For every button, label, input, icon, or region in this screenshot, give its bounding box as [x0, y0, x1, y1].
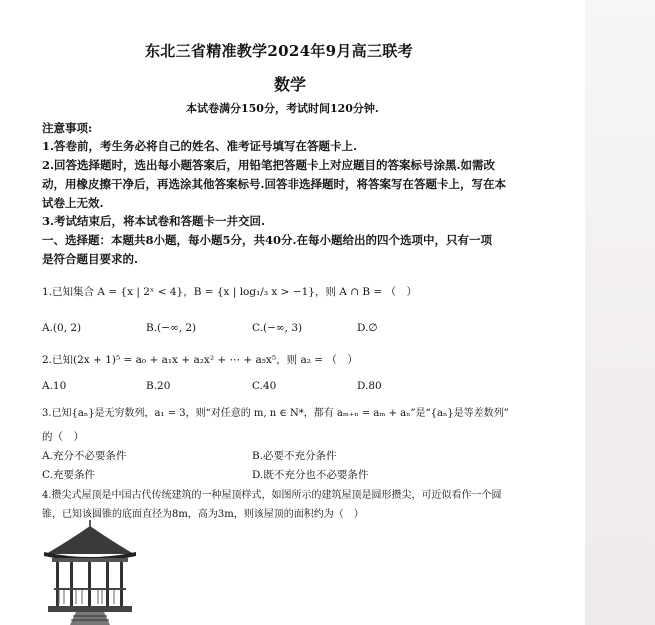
question-2-stem: 2.已知(2x + 1)⁵ = a₀ + a₁x + a₂x² + ⋯ + a₅x⁵，则 a₂ = （ ）: [42, 354, 358, 366]
notice-line-2c: 试卷上无效.: [42, 196, 104, 210]
q2-option-a: A.10: [42, 380, 67, 392]
notice-line-2a: 2.回答选择题时，选出每小题答案后，用铅笔把答题卡上对应题目的答案标号涂黑.如需改: [42, 158, 496, 172]
question-4-stem-cont: 锥，已知该圆锥的底面直径为8m，高为3m，则该屋顶的面积约为（ ）: [42, 509, 364, 520]
question-3-stem-cont: 的（ ）: [42, 431, 84, 443]
q3-option-d: D.既不充分也不必要条件: [252, 469, 369, 481]
q3-option-a: A.充分不必要条件: [42, 450, 127, 462]
score-line: 本试卷满分150分，考试时间120分钟.: [186, 102, 379, 115]
q2-option-c: C.40: [252, 380, 277, 392]
notice-line-1: 1.答卷前，考生务必将自己的姓名、准考证号填写在答题卡上.: [42, 139, 358, 153]
question-3-stem: 3.已知{aₙ}是无穷数列，a₁ = 3，则“对任意的 m, n ∈ N*，都有 aₘ₊ₙ = aₘ + aₙ”是“{aₙ}是等差数列”: [42, 408, 509, 419]
subject-heading: 数学: [274, 75, 307, 94]
q1-option-d: D.∅: [357, 322, 378, 334]
pavilion-illustration: [40, 518, 140, 625]
viewer-background: [585, 0, 655, 625]
notice-line-2b: 动，用橡皮擦干净后，再选涂其他答案标号.回答非选择题时，将答案写在答题卡上，写在本: [42, 177, 506, 191]
q3-option-c: C.充要条件: [42, 469, 95, 481]
section-heading: 一、选择题：本题共8小题，每小题5分，共40分.在每小题给出的四个选项中，只有一项: [42, 233, 493, 247]
q1-option-c: C.(−∞, 3): [252, 322, 303, 334]
question-1-stem: 1.已知集合 A = {x | 2ˣ < 4}，B = {x | log₁/₃ x > −1}，则 A ∩ B = （ ）: [42, 286, 418, 298]
notice-line-3: 3.考试结束后，将本试卷和答题卡一并交回.: [42, 214, 266, 228]
exam-title: 东北三省精准教学2024年9月高三联考: [145, 42, 413, 60]
section-heading-cont: 是符合题目要求的.: [42, 252, 139, 266]
question-4-stem: 4.攒尖式屋顶是中国古代传统建筑的一种屋顶样式，如图所示的建筑屋顶是圆形攒尖，可近似看作一个圆: [42, 490, 502, 501]
q2-option-d: D.80: [357, 380, 382, 392]
q3-option-b: B.必要不充分条件: [252, 450, 337, 462]
notice-heading: 注意事项:: [42, 121, 93, 135]
q2-option-b: B.20: [146, 380, 171, 392]
q1-option-a: A.(0, 2): [42, 322, 82, 334]
q1-option-b: B.(−∞, 2): [146, 322, 197, 334]
